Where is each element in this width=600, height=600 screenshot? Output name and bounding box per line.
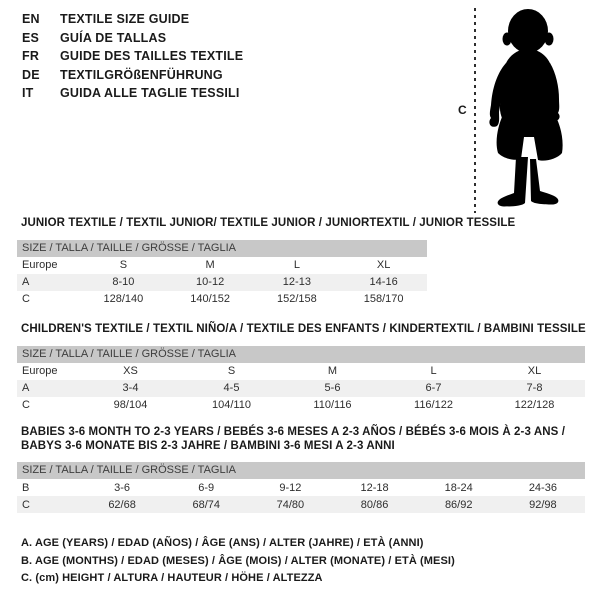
table-cell: 12-18 (360, 481, 389, 494)
table-cell: 128/140 (103, 293, 144, 305)
language-title: GUIDA ALLE TAGLIE TESSILI (60, 86, 240, 101)
language-row-de (22, 66, 243, 85)
language-row-es (22, 29, 243, 48)
table-cell: 6-9 (198, 481, 215, 494)
row-label: A (22, 382, 30, 394)
size-header-band: SIZE / TALLA / TAILLE / GRÖSSE / TAGLIA (17, 240, 427, 257)
table-cell: L (293, 259, 300, 271)
legend (21, 535, 455, 588)
table-cell: 9-12 (279, 481, 302, 494)
language-title: TEXTILE SIZE GUIDE (60, 12, 190, 27)
table-cell: 140/152 (190, 293, 230, 305)
table-cell: 18-24 (444, 481, 473, 494)
table-cell: 24-36 (528, 481, 557, 494)
language-code: EN (22, 12, 40, 27)
table-cell: M (205, 259, 215, 271)
table-cell: 68/74 (192, 498, 220, 511)
row-label: A (22, 276, 30, 288)
height-measure-label: C (458, 103, 467, 117)
row-label: C (22, 399, 30, 411)
table-cell: M (327, 365, 338, 377)
row-label: C (22, 498, 30, 511)
height-measure-line (474, 8, 476, 213)
table-cell: L (430, 365, 437, 377)
table-cell: 98/104 (113, 399, 148, 411)
table-cell: 152/158 (276, 293, 317, 305)
table-cell: 8-10 (112, 276, 135, 288)
table-row (17, 496, 585, 513)
table-cell: S (119, 259, 128, 271)
table-title: BABIES 3-6 MONTH TO 2-3 YEARS / BEBÉS 3-6 MESES A 2-3 AÑOS / BÉBÉS 3-6 MOIS À 2-3 ANS / (21, 426, 565, 438)
table-cell: S (227, 365, 236, 377)
language-title: TEXTILGRÖßENFÜHRUNG (60, 67, 223, 82)
language-code: ES (22, 30, 40, 45)
table-row (17, 380, 585, 397)
table-cell: 92/98 (529, 498, 557, 511)
table-cell: 62/68 (108, 498, 136, 511)
children-size-table (17, 363, 585, 414)
size-header-band: SIZE / TALLA / TAILLE / GRÖSSE / TAGLIA (17, 346, 585, 363)
language-row-fr (22, 47, 243, 66)
table-cell: 3-6 (114, 481, 131, 494)
babies-size-table (17, 479, 585, 513)
language-row-it (22, 84, 243, 103)
table-cell: 110/116 (313, 399, 352, 411)
table-cell: 3-4 (122, 382, 139, 394)
table-cell: 10-12 (196, 276, 225, 288)
table-row (17, 479, 585, 496)
table-row (17, 397, 585, 414)
table-cell: XS (123, 365, 138, 377)
table-cell: XL (527, 365, 542, 377)
legend-line-b: B. AGE (MONTHS) / EDAD (MESES) / ÂGE (MOIS) / ALTER (MONATE) / ETÀ (MESI) (21, 554, 455, 567)
junior-size-table (17, 257, 427, 308)
table-cell: 5-6 (324, 382, 341, 394)
table-title: CHILDREN'S TEXTILE / TEXTIL NIÑO/A / TEXTILE DES ENFANTS / KINDERTEXTIL / BAMBINI TESSILE (21, 323, 586, 335)
table-cell: 4-5 (223, 382, 240, 394)
table-cell: 12-13 (282, 276, 311, 288)
row-label: Europe (22, 365, 58, 377)
junior-textile-section (17, 217, 516, 308)
table-cell: 6-7 (425, 382, 442, 394)
table-cell: 14-16 (369, 276, 398, 288)
language-code: DE (22, 67, 40, 82)
legend-line-c: C. (cm) HEIGHT / ALTURA / HAUTEUR / HÖHE / ALTEZZA (21, 572, 323, 584)
table-row (17, 363, 585, 380)
table-title: JUNIOR TEXTILE / TEXTIL JUNIOR/ TEXTILE JUNIOR / JUNIORTEXTIL / JUNIOR TESSILE (21, 217, 516, 229)
table-row (17, 274, 427, 291)
language-title: GUÍA DE TALLAS (60, 30, 167, 45)
table-cell: 86/92 (444, 498, 473, 511)
row-label: Europe (22, 259, 58, 271)
table-row (17, 257, 427, 274)
table-row (17, 291, 427, 308)
table-cell: 80/86 (360, 498, 389, 511)
row-label: B (22, 481, 30, 494)
language-row-en (22, 10, 243, 29)
table-title-line2: BABYS 3-6 MONATE BIS 2-3 JAHRE / BAMBINI 3-6 MESI A 2-3 ANNI (21, 439, 395, 452)
table-cell: 158/170 (363, 293, 404, 305)
table-cell: 7-8 (526, 382, 543, 394)
toddler-silhouette-icon (481, 7, 577, 209)
table-cell: 122/128 (514, 399, 555, 411)
row-label: C (22, 293, 30, 305)
children-textile-section (17, 323, 585, 414)
table-cell: 104/110 (212, 399, 251, 411)
language-code: FR (22, 49, 40, 64)
legend-line-a: A. AGE (YEARS) / EDAD (AÑOS) / ÂGE (ANS) / ALTER (JAHRE) / ETÀ (ANNI) (21, 537, 424, 549)
table-cell: XL (376, 259, 391, 271)
table-cell: 74/80 (276, 498, 305, 511)
size-header-band: SIZE / TALLA / TAILLE / GRÖSSE / TAGLIA (17, 462, 585, 479)
language-header (22, 10, 243, 103)
table-cell: 116/122 (414, 399, 453, 411)
babies-textile-section (17, 426, 585, 513)
language-title: GUIDE DES TAILLES TEXTILE (60, 49, 244, 64)
language-code: IT (22, 86, 34, 101)
